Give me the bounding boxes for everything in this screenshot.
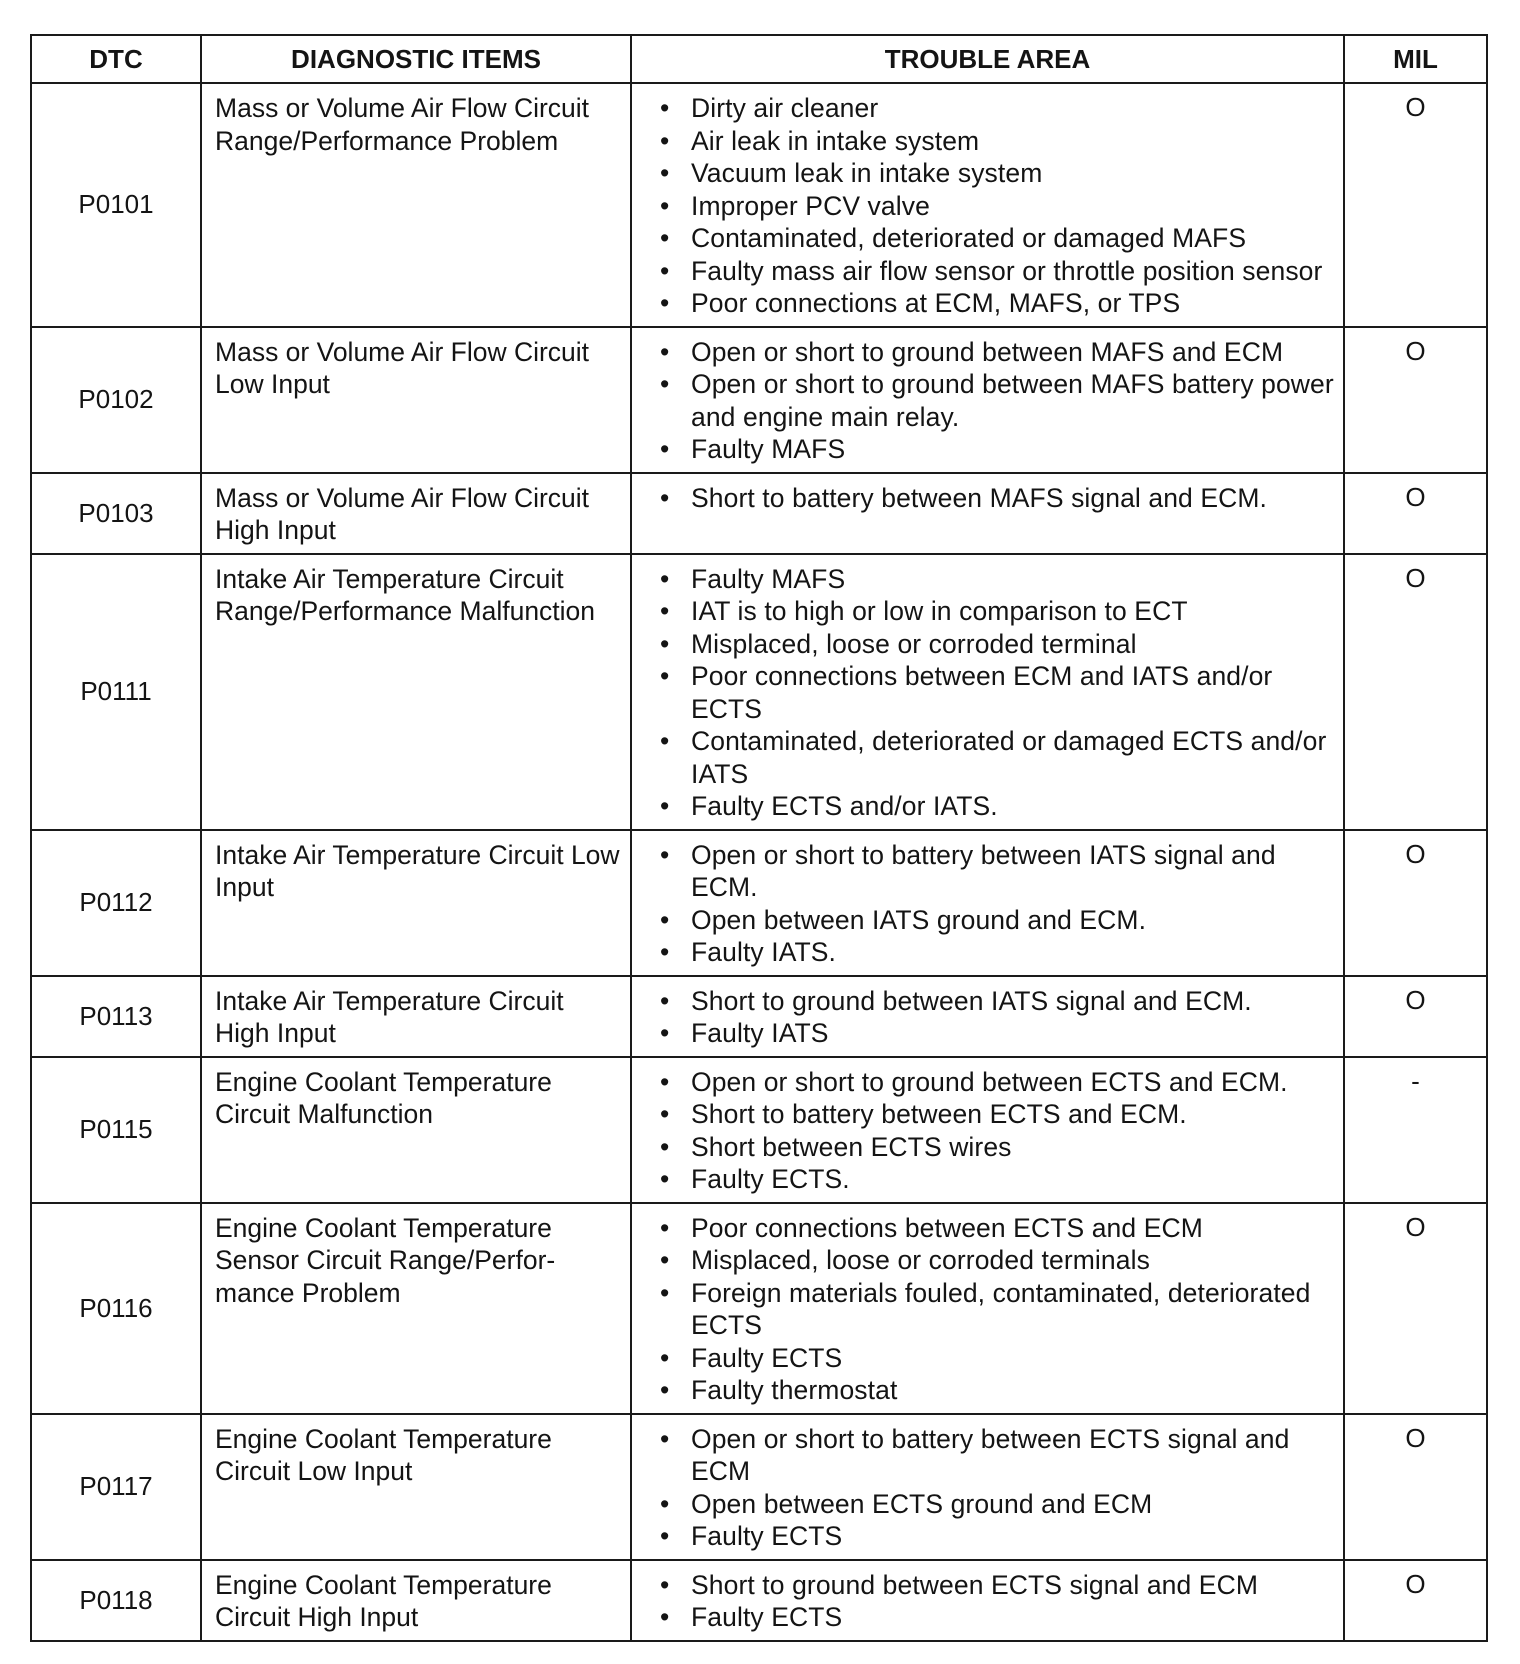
trouble-area bbox=[631, 83, 1344, 327]
trouble-item: • Open or short to ground between MAFS battery power and engine main relay. bbox=[660, 368, 1335, 433]
header-trouble-area: TROUBLE AREA bbox=[631, 35, 1344, 83]
table-header bbox=[31, 35, 1487, 83]
table-row bbox=[31, 1560, 1487, 1641]
dtc-code: P0115 bbox=[31, 1057, 201, 1203]
mil-indicator: O bbox=[1344, 327, 1487, 473]
trouble-item: • Faulty mass air flow sensor or throttle position sensor bbox=[660, 255, 1335, 288]
table-row bbox=[31, 1414, 1487, 1560]
mil-indicator: O bbox=[1344, 1560, 1487, 1641]
mil-indicator: O bbox=[1344, 1203, 1487, 1414]
trouble-item: • Faulty ECTS bbox=[660, 1342, 1335, 1375]
trouble-area bbox=[631, 1414, 1344, 1560]
trouble-item: • Improper PCV valve bbox=[660, 190, 1335, 223]
trouble-item: • Foreign materials fouled, contaminated, deteriorated ECTS bbox=[660, 1277, 1335, 1342]
trouble-item: • Contaminated, deteriorated or damaged ECTS and/or IATS bbox=[660, 725, 1335, 790]
trouble-list bbox=[660, 563, 1335, 823]
dtc-code: P0111 bbox=[31, 554, 201, 830]
mil-indicator: - bbox=[1344, 1057, 1487, 1203]
dtc-code: P0112 bbox=[31, 830, 201, 976]
diagnostic-item: Engine Coolant Temperature Circuit Malfunction bbox=[201, 1057, 631, 1203]
dtc-code: P0103 bbox=[31, 473, 201, 554]
dtc-code: P0116 bbox=[31, 1203, 201, 1414]
trouble-list bbox=[660, 482, 1335, 515]
trouble-item: • Short to ground between ECTS signal and ECM bbox=[660, 1569, 1335, 1602]
trouble-area bbox=[631, 1057, 1344, 1203]
trouble-item: • Short to battery between MAFS signal and ECM. bbox=[660, 482, 1335, 515]
trouble-list bbox=[660, 1066, 1335, 1196]
trouble-item: • Poor connections between ECTS and ECM bbox=[660, 1212, 1335, 1245]
diagnostic-item: Engine Coolant Temperature Circuit Low Input bbox=[201, 1414, 631, 1560]
header-dtc: DTC bbox=[31, 35, 201, 83]
dtc-table bbox=[30, 34, 1488, 1642]
trouble-item: • Misplaced, loose or corroded terminals bbox=[660, 1244, 1335, 1277]
trouble-item: • Open or short to battery between IATS signal and ECM. bbox=[660, 839, 1335, 904]
dtc-code: P0117 bbox=[31, 1414, 201, 1560]
trouble-item: • Faulty MAFS bbox=[660, 563, 1335, 596]
table-row bbox=[31, 1203, 1487, 1414]
trouble-item: • Misplaced, loose or corroded terminal bbox=[660, 628, 1335, 661]
mil-indicator: O bbox=[1344, 554, 1487, 830]
diagnostic-item: Mass or Volume Air Flow Circuit Low Input bbox=[201, 327, 631, 473]
trouble-item: • Open or short to ground between ECTS and ECM. bbox=[660, 1066, 1335, 1099]
diagnostic-item: Mass or Volume Air Flow Circuit Range/Performance Problem bbox=[201, 83, 631, 327]
diagnostic-item: Mass or Volume Air Flow Circuit High Input bbox=[201, 473, 631, 554]
diagnostic-item: Intake Air Temperature Circuit Low Input bbox=[201, 830, 631, 976]
table-body bbox=[31, 83, 1487, 1641]
table-row bbox=[31, 976, 1487, 1057]
trouble-item: • Short to ground between IATS signal and ECM. bbox=[660, 985, 1335, 1018]
trouble-item: • Faulty ECTS. bbox=[660, 1163, 1335, 1196]
trouble-list bbox=[660, 92, 1335, 320]
dtc-document bbox=[30, 34, 1486, 1642]
diagnostic-item: Intake Air Temperature Circuit High Input bbox=[201, 976, 631, 1057]
table-row bbox=[31, 830, 1487, 976]
dtc-code: P0113 bbox=[31, 976, 201, 1057]
trouble-item: • Short to battery between ECTS and ECM. bbox=[660, 1098, 1335, 1131]
mil-indicator: O bbox=[1344, 1414, 1487, 1560]
trouble-item: • Open or short to battery between ECTS signal and ECM bbox=[660, 1423, 1335, 1488]
mil-indicator: O bbox=[1344, 976, 1487, 1057]
header-row bbox=[31, 35, 1487, 83]
trouble-item: • Vacuum leak in intake system bbox=[660, 157, 1335, 190]
trouble-item: • Open between IATS ground and ECM. bbox=[660, 904, 1335, 937]
trouble-list bbox=[660, 985, 1335, 1050]
trouble-item: • Faulty ECTS and/or IATS. bbox=[660, 790, 1335, 823]
trouble-item: • Faulty MAFS bbox=[660, 433, 1335, 466]
trouble-area bbox=[631, 976, 1344, 1057]
table-row bbox=[31, 1057, 1487, 1203]
trouble-list bbox=[660, 1212, 1335, 1407]
diagnostic-item: Intake Air Temperature Circuit Range/Performance Malfunction bbox=[201, 554, 631, 830]
dtc-code: P0118 bbox=[31, 1560, 201, 1641]
trouble-list bbox=[660, 336, 1335, 466]
diagnostic-item: Engine Coolant Temperature Circuit High Input bbox=[201, 1560, 631, 1641]
header-mil: MIL bbox=[1344, 35, 1487, 83]
table-row bbox=[31, 327, 1487, 473]
trouble-item: • IAT is to high or low in comparison to ECT bbox=[660, 595, 1335, 628]
trouble-item: • Open between ECTS ground and ECM bbox=[660, 1488, 1335, 1521]
trouble-item: • Dirty air cleaner bbox=[660, 92, 1335, 125]
table-row bbox=[31, 83, 1487, 327]
trouble-item: • Faulty IATS. bbox=[660, 936, 1335, 969]
trouble-area bbox=[631, 1560, 1344, 1641]
trouble-area bbox=[631, 554, 1344, 830]
diagnostic-item: Engine Coolant Temperature Sensor Circuit Range/Perfor-mance Problem bbox=[201, 1203, 631, 1414]
trouble-area bbox=[631, 327, 1344, 473]
trouble-list bbox=[660, 1569, 1335, 1634]
trouble-item: • Faulty ECTS bbox=[660, 1520, 1335, 1553]
mil-indicator: O bbox=[1344, 473, 1487, 554]
mil-indicator: O bbox=[1344, 830, 1487, 976]
table-row bbox=[31, 473, 1487, 554]
trouble-item: • Faulty IATS bbox=[660, 1017, 1335, 1050]
trouble-item: • Poor connections at ECM, MAFS, or TPS bbox=[660, 287, 1335, 320]
dtc-code: P0101 bbox=[31, 83, 201, 327]
trouble-item: • Faulty thermostat bbox=[660, 1374, 1335, 1407]
trouble-list bbox=[660, 839, 1335, 969]
trouble-area bbox=[631, 473, 1344, 554]
trouble-list bbox=[660, 1423, 1335, 1553]
header-diagnostic-items: DIAGNOSTIC ITEMS bbox=[201, 35, 631, 83]
table-row bbox=[31, 554, 1487, 830]
mil-indicator: O bbox=[1344, 83, 1487, 327]
trouble-item: • Contaminated, deteriorated or damaged MAFS bbox=[660, 222, 1335, 255]
trouble-item: • Poor connections between ECM and IATS and/or ECTS bbox=[660, 660, 1335, 725]
trouble-area bbox=[631, 1203, 1344, 1414]
trouble-item: • Short between ECTS wires bbox=[660, 1131, 1335, 1164]
dtc-code: P0102 bbox=[31, 327, 201, 473]
trouble-item: • Air leak in intake system bbox=[660, 125, 1335, 158]
trouble-area bbox=[631, 830, 1344, 976]
trouble-item: • Open or short to ground between MAFS and ECM bbox=[660, 336, 1335, 369]
trouble-item: • Faulty ECTS bbox=[660, 1601, 1335, 1634]
